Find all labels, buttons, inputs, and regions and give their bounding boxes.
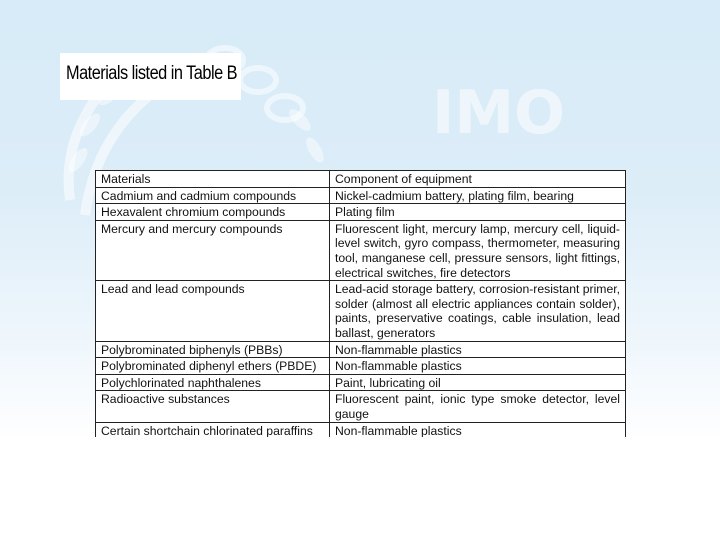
svg-text:IMO: IMO [432,78,566,148]
component-cell: Non-flammable plastics [330,341,626,358]
table-row [96,204,626,221]
table-row [96,391,626,422]
table-row [96,341,626,358]
component-cell: Paint, lubricating oil [330,374,626,391]
slide-title-text: Materials listed in Table B [66,63,238,84]
material-cell: Mercury and mercury compounds [96,220,330,280]
materials-table-container [95,170,626,437]
header-component: Component of equipment [330,171,626,188]
slide-title [60,53,241,100]
header-materials: Materials [96,171,330,188]
material-cell: Polychlorinated naphthalenes [96,374,330,391]
table-row [96,187,626,204]
material-cell: Polybrominated diphenyl ethers (PBDE) [96,358,330,375]
materials-table [95,170,626,437]
component-cell: Non-flammable plastics [330,422,626,437]
material-cell: Polybrominated biphenyls (PBBs) [96,341,330,358]
component-cell: Non-flammable plastics [330,358,626,375]
material-cell: Radioactive substances [96,391,330,422]
table-row [96,220,626,280]
table-header-row [96,171,626,188]
material-cell: Certain shortchain chlorinated paraffins [96,422,330,437]
material-cell: Hexavalent chromium compounds [96,204,330,221]
table-row [96,358,626,375]
table-row [96,281,626,341]
component-cell: Fluorescent paint, ionic type smoke detector, level gauge [330,391,626,422]
component-cell: Fluorescent light, mercury lamp, mercury cell, liquid-level switch, gyro compass, thermometer, measuring tool, manganese cell, pressure sensors, light fittings, electrical switches, fire detectors [330,220,626,280]
table-row [96,374,626,391]
component-cell: Nickel-cadmium battery, plating film, bearing [330,187,626,204]
material-cell: Lead and lead compounds [96,281,330,341]
table-row [96,422,626,437]
component-cell: Lead-acid storage battery, corrosion-resistant primer, solder (almost all electric appliances contain solder), paints, preservative coatings, cable insulation, lead ballast, generators [330,281,626,341]
component-cell: Plating film [330,204,626,221]
material-cell: Cadmium and cadmium compounds [96,187,330,204]
